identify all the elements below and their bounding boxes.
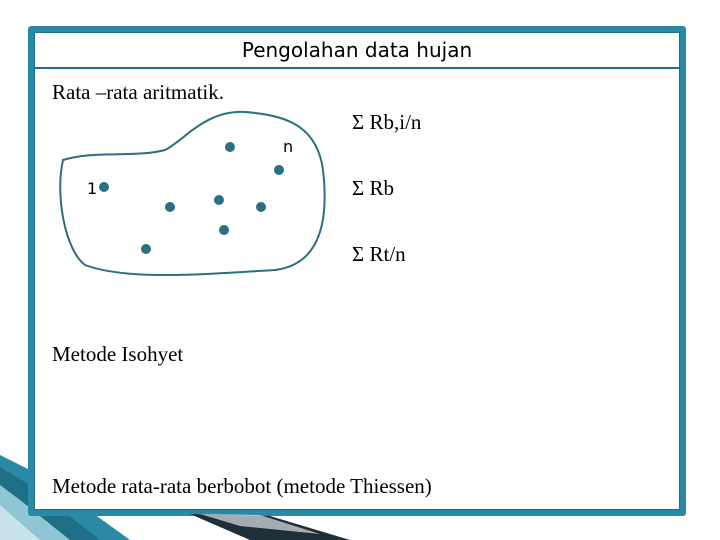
gauge-dot bbox=[274, 165, 284, 175]
label-gauge-n: n bbox=[283, 137, 294, 156]
slide-title: Pengolahan data hujan bbox=[35, 33, 679, 69]
formula-sum-rb: Σ Rb bbox=[352, 176, 394, 200]
bottom-swoosh-decoration bbox=[190, 514, 350, 540]
text-metode-isohyet: Metode Isohyet bbox=[52, 342, 184, 366]
gauge-dot bbox=[256, 202, 266, 212]
gauge-dot bbox=[219, 225, 229, 235]
text-rata-aritmatik: Rata –rata aritmatik. bbox=[52, 80, 225, 104]
formula-sum-rbi-n: Σ Rb,i/n bbox=[352, 110, 422, 134]
formula-sum-rt-n: Σ Rt/n bbox=[352, 242, 406, 266]
label-gauge-1: 1 bbox=[87, 179, 98, 198]
gauge-dot bbox=[214, 195, 224, 205]
gauge-dot bbox=[225, 142, 235, 152]
gauge-dot bbox=[99, 182, 109, 192]
text-metode-thiessen: Metode rata-rata berbobot (metode Thiessen) bbox=[52, 474, 432, 498]
gauge-dot bbox=[165, 202, 175, 212]
catchment-diagram bbox=[55, 110, 335, 290]
rain-gauge-dots bbox=[99, 142, 284, 254]
gauge-dot bbox=[141, 244, 151, 254]
